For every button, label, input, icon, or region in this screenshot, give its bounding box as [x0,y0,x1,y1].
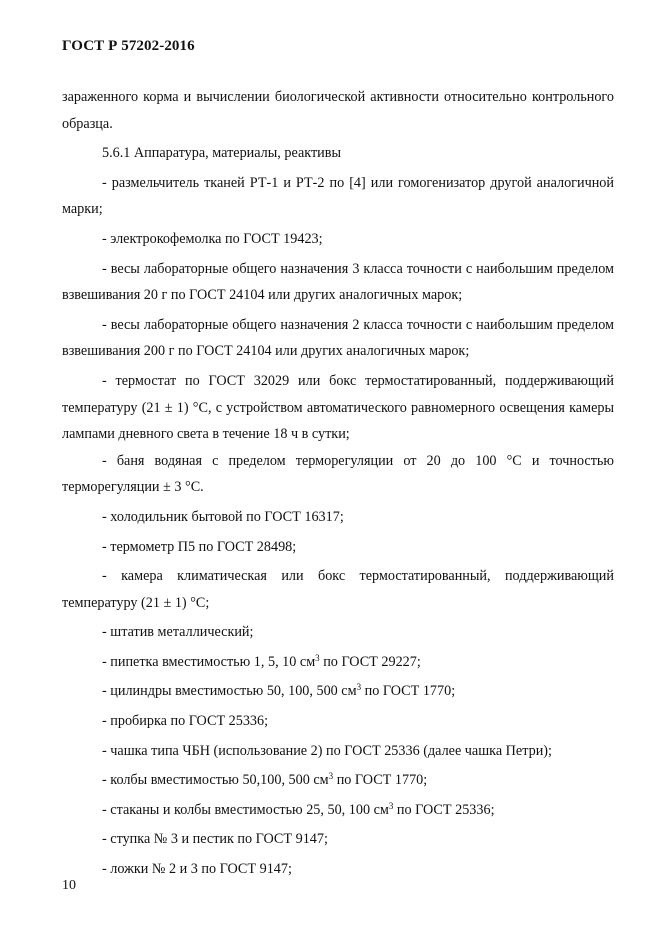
list-item-text: - колбы вместимостью 50,100, 500 см [102,772,329,789]
list-item: - электрокофемолка по ГОСТ 19423; [102,230,323,247]
list-item-tail: по ГОСТ 29227; [319,653,421,670]
section-heading: 5.6.1 Аппаратура, материалы, реактивы [102,145,341,162]
list-item: - холодильник бытовой по ГОСТ 16317; [102,508,344,525]
list-item: - ложки № 2 и 3 по ГОСТ 9147; [102,861,292,878]
list-item: - термостат по ГОСТ 32029 или бокс термостатированный, поддерживающий температуру (21 ± 1) °С, с устройством автоматического равномерного освещения камеры лампами дневного света в течение 18 ч в сутки; [62,372,614,443]
list-item-text: - пипетка вместимостью 1, 5, 10 см [102,653,316,670]
list-item: - чашка типа ЧБН (использование 2) по ГОСТ 25336 (далее чашка Петри); [102,742,552,759]
list-item-text: - цилиндры вместимостью 50, 100, 500 см [102,683,357,700]
list-item [62,767,614,794]
paragraph-continuation: зараженного корма и вычислении биологической активности относительно контрольного образца. [62,89,614,132]
list-item: - камера климатическая или бокс термостатированный, поддерживающий температуру (21 ± 1) °С; [62,568,614,611]
list-item: - баня водяная с пределом терморегуляции от 20 до 100 °С и точностью терморегуляции ± 3 °С. [62,452,614,496]
list-item-tail: по ГОСТ 25336; [393,801,495,818]
list-item: - штатив металлический; [102,624,254,641]
document-header: ГОСТ Р 57202-2016 [62,38,195,54]
list-item: - пробирка по ГОСТ 25336; [102,713,269,730]
list-item-tail: по ГОСТ 1770; [333,772,428,789]
document-body [62,84,614,886]
list-item: - ступка № 3 и пестик по ГОСТ 9147; [102,831,328,848]
list-item: - весы лабораторные общего назначения 2 класса точности с наибольшим пределом взвешивания 200 г по ГОСТ 24104 или других аналогичных марок; [62,316,614,360]
list-item [62,797,614,824]
list-item: - термометр П5 по ГОСТ 28498; [102,538,297,555]
superscript: 3 [356,682,362,693]
list-item: - размельчитель тканей РТ-1 и РТ-2 по [4] или гомогенизатор другой аналогичной марки; [62,174,614,218]
list-item-text: - стаканы и колбы вместимостью 25, 50, 100 см [102,801,389,818]
page-number: 10 [62,878,76,893]
list-item [62,649,614,676]
list-item [62,678,614,705]
superscript: 3 [315,652,320,663]
superscript: 3 [388,800,394,811]
list-item: - весы лабораторные общего назначения 3 класса точности с наибольшим пределом взвешивания 20 г по ГОСТ 24104 или других аналогичных марок; [62,260,614,304]
list-item-tail: по ГОСТ 1770; [361,683,456,700]
superscript: 3 [328,771,334,782]
